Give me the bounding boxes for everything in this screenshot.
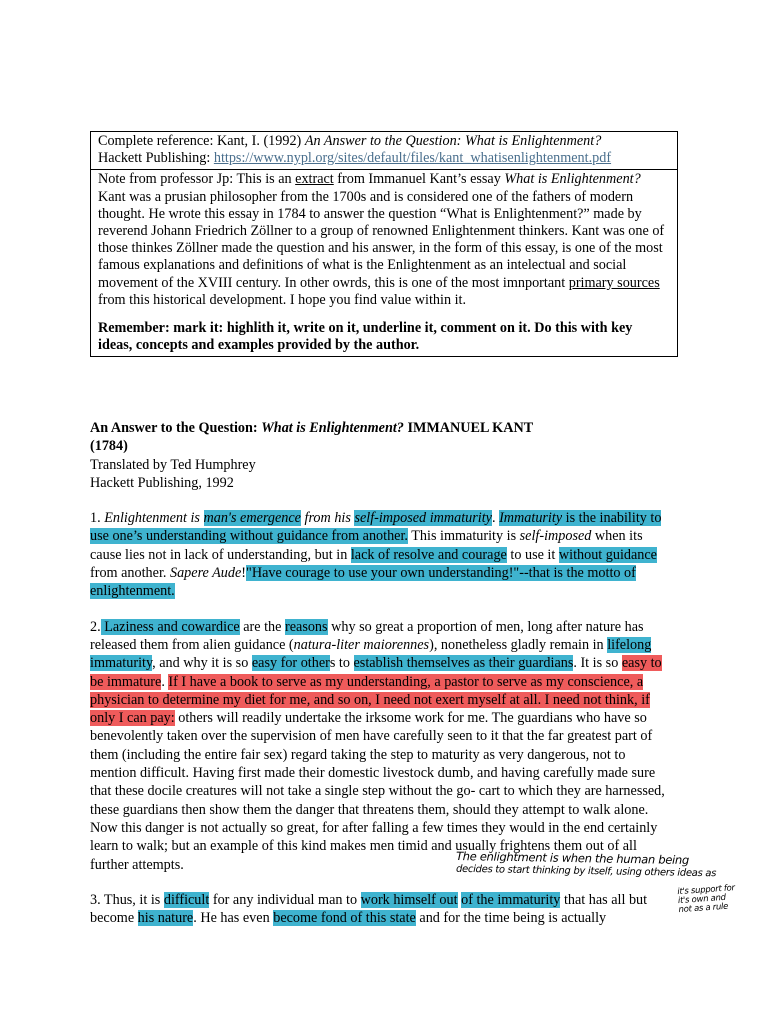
paragraph-1 (90, 509, 675, 600)
note-underlined-text: extract (295, 171, 334, 188)
paragraph-text: . It is so (573, 655, 622, 672)
note-text: Kant was a prusian philosopher from the 1700s and is considered one of the fathers of modern thought. He wrote this essay in 1784 to answer the question “What is Enlightenment?” made by reverend Johann Friedrich Zöllner to a group of renowned Enlightenment thinkers. Kant was one of those thinkes Zöllner made the question and his answer, in the form of this essay, is one of the most famous explanations and definitions of what is the Enlightenment as an intelectual and social movement of the XVIII century. In other owrds, this is one of the most imnportant (98, 188, 665, 291)
reminder-text: Remember: mark it: highlith it, write on it, underline it, comment on it. Do this with key ideas, concepts and examples provided by the author. (98, 320, 633, 354)
reference-table (90, 131, 678, 357)
paragraph-text: to use it (506, 546, 559, 563)
paragraph-text: This immaturity is (407, 528, 520, 545)
essay-year: (1784) (90, 438, 128, 455)
publisher-label: Hackett Publishing: (98, 150, 214, 167)
paragraph-text: 3. Thus, it is (90, 891, 164, 908)
paragraph-text: ), nonetheless gladly remain in (429, 636, 608, 653)
paragraph-italic: from his (300, 510, 355, 527)
note-text: from Immanuel Kant’s essay (333, 171, 505, 188)
essay-title (90, 419, 675, 456)
paragraph-text: and for the time being is actually (415, 910, 607, 927)
highlight-blue: man's emergence (203, 510, 301, 527)
reference-link[interactable]: https://www.nypl.org/sites/default/files/kant_whatisenlightenment.pdf (213, 150, 612, 167)
handwritten-annotation: it's support for it's own and not as a rule (677, 883, 736, 916)
note-underlined-text: primary sources (568, 274, 660, 291)
professor-note-cell (91, 169, 677, 356)
paragraph-text: when its cause lies not in lack of understanding, but in (90, 528, 643, 563)
paragraph-text: for any individual man to (209, 891, 361, 908)
paragraph-text: others will readily undertake the irksome work for me. The guardians who have so benevolently taken over the supervision of men have carefully seen to it that the far greatest part of them (including the entire fair sex) regard taking the step to maturity as very dangerous, not to mention difficult. Having first made their domestic livestock dumb, and having carefully made sure that these docile creatures will not take a single step without the go- cart to which they are harnessed, these guardians then show them the danger that threatens them, should they attempt to walk alone. Now this danger is not actually so great, for after falling a few times they would in the end certainly learn to walk; but an example of this kind makes men timid and usually frightens them out of all further attempts. (90, 710, 665, 873)
highlight-blue: Immaturity (499, 510, 563, 527)
spacer (98, 309, 670, 320)
title-author: IMMANUEL KANT (403, 420, 534, 436)
paragraph-3 (90, 891, 675, 928)
paragraph-text: 2. (90, 618, 101, 635)
highlight-blue: easy for other (251, 655, 330, 672)
highlight-blue: lack of resolve and courage (350, 546, 507, 563)
highlight-blue: difficult (163, 891, 210, 908)
highlight-blue: reasons (285, 618, 328, 635)
reference-title: An Answer to the Question: What is Enlightenment? (304, 133, 602, 149)
paragraph-text: are the (239, 618, 285, 635)
note-text: from this historical development. I hope you find value within it. (98, 291, 467, 308)
reference-cell (91, 132, 677, 169)
highlight-blue: work himself out (360, 891, 458, 908)
paragraph-text: from another. (90, 565, 170, 582)
translator-line: Translated by Ted Humphrey (90, 456, 256, 473)
paragraph-text: , and why it is so (152, 655, 252, 672)
highlight-blue: self-imposed immaturity (354, 510, 492, 527)
highlight-red: If I have a book to serve as my understanding, a pastor to serve as my conscience, a physician to determine my diet for me, and so on, I need not exert myself at all. I need not think, if only I can pay: (90, 673, 650, 727)
highlight-blue: without guidance (558, 546, 657, 563)
highlight-blue: lifelong immaturity (90, 636, 652, 672)
note-text: Note from professor Jp: This is an (98, 171, 296, 188)
paragraph-text: that has all but become (90, 891, 648, 927)
highlight-blue: is the inability to use one’s understanding without guidance from another. (90, 510, 662, 545)
highlight-blue: of the immaturity (461, 891, 561, 908)
paragraph-text: . He has even (193, 910, 274, 927)
title-italic: What is Enlightenment? (261, 420, 404, 436)
highlight-red: easy to be immature (90, 655, 662, 690)
publisher-line: Hackett Publishing, 1992 (90, 474, 234, 491)
paragraph-text: ! (241, 565, 247, 582)
paragraph-italic: self-imposed (519, 528, 592, 545)
paragraph-text: 1. (90, 510, 105, 527)
paragraph-text: s to (329, 655, 354, 672)
highlight-blue: his nature (137, 910, 194, 927)
paragraph-2 (90, 618, 675, 874)
note-italic-title: What is Enlightenment? (504, 171, 641, 188)
paragraph-text: . (491, 510, 500, 527)
highlight-blue: establish themselves as their guardians (353, 655, 574, 672)
highlight-blue: Laziness and cowardice (100, 618, 240, 635)
handwritten-annotation: decides to start thinking by itself, using others ideas as (455, 863, 717, 880)
title-text: An Answer to the Question: (90, 420, 262, 436)
highlight-blue: become fond of this state (273, 910, 416, 927)
paragraph-text: why so great a proportion of men, long after nature has released them from alien guidance ( (90, 618, 644, 653)
paragraph-italic: Enlightenment is (104, 510, 204, 527)
reference-text: Complete reference: Kant, I. (1992) (98, 133, 305, 149)
paragraph-text: . (161, 673, 169, 690)
paragraph-italic: Sapere Aude (169, 565, 242, 582)
handwritten-annotation: The enlightment is when the human being (455, 848, 690, 868)
highlight-blue: "Have courage to use your own understanding!"--that is the motto of enlightenment. (90, 565, 636, 600)
paragraph-italic: natura-liter maiorennes (293, 636, 430, 653)
